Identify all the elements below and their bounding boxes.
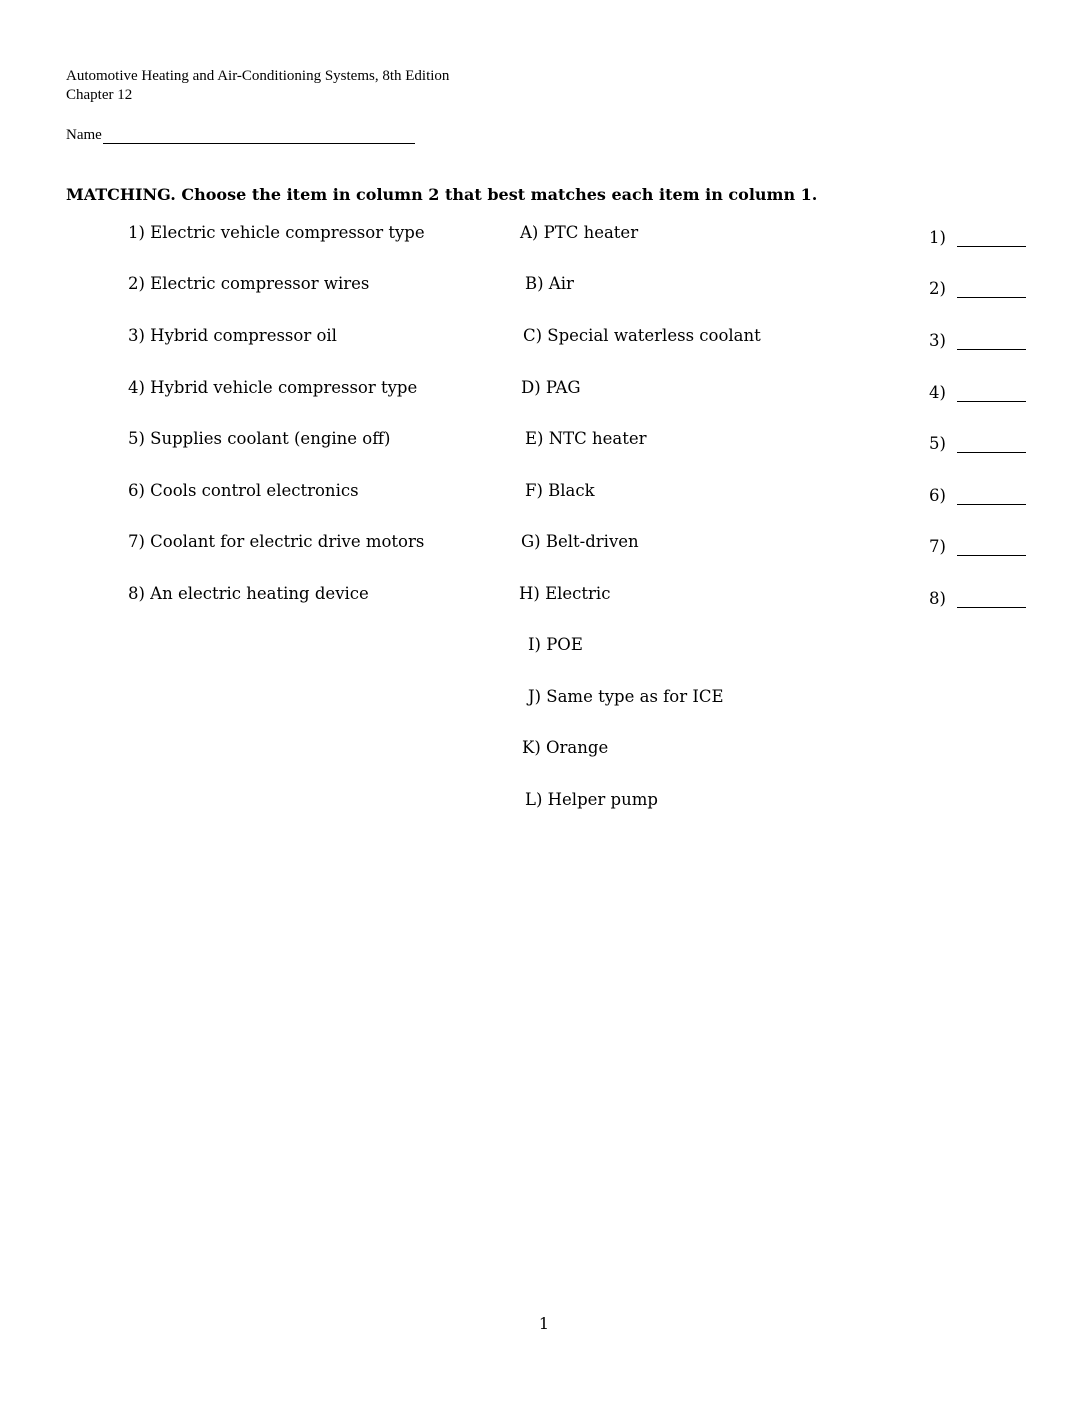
name-label: Name — [66, 127, 102, 143]
column1-item: 2) Electric compressor wires — [128, 274, 370, 293]
column1-item: 5) Supplies coolant (engine off) — [128, 429, 391, 448]
column1-item: 4) Hybrid vehicle compressor type — [128, 378, 418, 397]
answer-row — [929, 326, 1026, 350]
answer-blank[interactable] — [957, 537, 1026, 556]
answer-blank[interactable] — [957, 228, 1026, 247]
answer-blank[interactable] — [957, 486, 1026, 505]
answer-number: 1) — [929, 228, 946, 247]
answer-row — [929, 532, 1026, 556]
column1-item: 6) Cools control electronics — [128, 481, 359, 500]
column2-item: C) Special waterless coolant — [523, 326, 761, 345]
matching-instructions: MATCHING. Choose the item in column 2 that best matches each item in column 1. — [66, 185, 818, 204]
column1-item: 1) Electric vehicle compressor type — [128, 223, 425, 242]
column2-item: K) Orange — [522, 738, 609, 757]
document-header — [66, 67, 449, 105]
answer-number: 3) — [929, 331, 946, 350]
answer-number: 5) — [929, 434, 946, 453]
answer-number: 8) — [929, 589, 946, 608]
answer-blank[interactable] — [957, 589, 1026, 608]
column2-item: J) Same type as for ICE — [528, 687, 724, 706]
answer-blank[interactable] — [957, 279, 1026, 298]
book-title: Automotive Heating and Air-Conditioning Systems, 8th Edition — [66, 68, 450, 84]
answer-number: 4) — [929, 383, 946, 402]
column2-item: B) Air — [525, 274, 574, 293]
column1-item: 3) Hybrid compressor oil — [128, 326, 337, 345]
column2-item: A) PTC heater — [520, 223, 639, 242]
answer-blank[interactable] — [957, 434, 1026, 453]
column2-item: G) Belt-driven — [521, 532, 639, 551]
chapter-label: Chapter 12 — [66, 87, 133, 103]
name-blank-line[interactable] — [103, 125, 415, 144]
name-field-row — [66, 125, 415, 144]
column2-item: D) PAG — [521, 378, 581, 397]
column1-item: 8) An electric heating device — [128, 584, 369, 603]
answer-row — [929, 274, 1026, 298]
answer-blank[interactable] — [957, 331, 1026, 350]
answer-row — [929, 429, 1026, 453]
column2-item: I) POE — [528, 635, 583, 654]
column2-item: F) Black — [525, 481, 595, 500]
column2-item: E) NTC heater — [525, 429, 647, 448]
answer-row — [929, 223, 1026, 247]
answer-number: 7) — [929, 537, 946, 556]
answer-row — [929, 378, 1026, 402]
answer-blank[interactable] — [957, 383, 1026, 402]
column2-item: L) Helper pump — [525, 790, 658, 809]
column1-item: 7) Coolant for electric drive motors — [128, 532, 425, 551]
answer-row — [929, 584, 1026, 608]
page-number: 1 — [538, 1314, 550, 1333]
answer-row — [929, 481, 1026, 505]
answer-number: 2) — [929, 279, 946, 298]
column2-item: H) Electric — [519, 584, 611, 603]
answer-number: 6) — [929, 486, 946, 505]
